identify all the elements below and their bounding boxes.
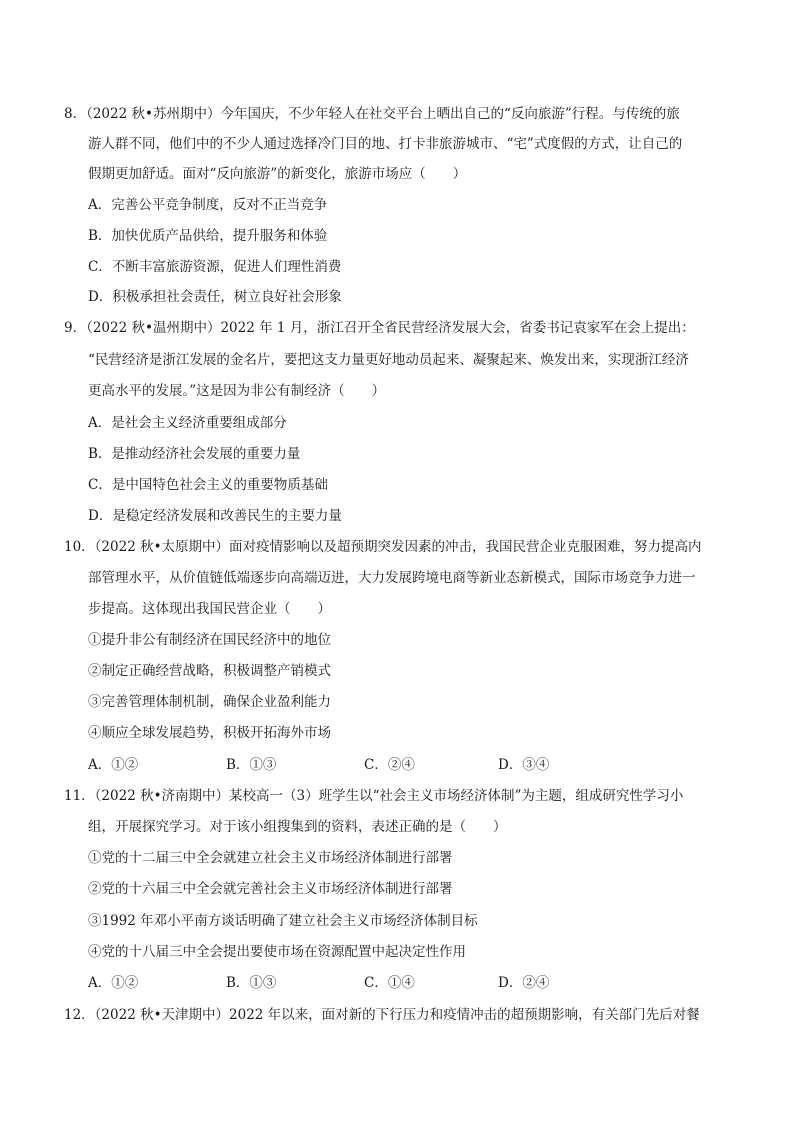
question-11-statement-2: ②党的十六届三中全会就完善社会主义市场经济体制进行部署 bbox=[88, 881, 453, 897]
question-9-stem-line-2: “民营经济是浙江发展的金名片，要把这支力量更好地动员起来、凝聚起来、焕发出来，实现浙江经济 bbox=[88, 352, 689, 368]
question-10-stem-line-1: 10．（2022 秋•太原期中）面对疫情影响以及超预期突发因素的冲击，我国民营企业克服困难，努力提高内 bbox=[64, 539, 702, 555]
question-8-option-b[interactable]: B．加快优质产品供给，提升服务和体验 bbox=[88, 228, 328, 244]
question-8-stem-line-2: 游人群不同，他们中的不少人通过选择冷门目的地、打卡非旅游城市、“宅”式度假的方式，让自己的 bbox=[88, 136, 683, 152]
question-9-option-d[interactable]: D．是稳定经济发展和改善民生的主要力量 bbox=[88, 508, 342, 524]
question-8-option-a[interactable]: A．完善公平竞争制度，反对不正当竞争 bbox=[88, 197, 328, 213]
question-11-stem-line-1: 11．（2022 秋•济南期中）某校高一（3）班学生以“社会主义市场经济体制”为主题，组成研究性学习小 bbox=[64, 788, 684, 804]
question-11-statement-4: ④党的十八届三中全会提出要使市场在资源配置中起决定性作用 bbox=[88, 944, 466, 960]
question-11-choices bbox=[88, 973, 728, 993]
question-9-stem-line-3: 更高水平的发展。”这是因为非公有制经济（ ） bbox=[88, 383, 386, 399]
question-11-statement-3: ③1992 年邓小平南方谈话明确了建立社会主义市场经济体制目标 bbox=[88, 913, 478, 929]
question-8-option-d[interactable]: D．积极承担社会责任，树立良好社会形象 bbox=[88, 289, 342, 305]
question-10-stem-line-2: 部管理水平，从价值链低端逐步向高端迈进，大力发展跨境电商等新业态新模式，国际市场竞争力进一 bbox=[88, 570, 696, 586]
question-10-choice-a[interactable]: A．①② bbox=[88, 757, 139, 773]
question-12-stem-line-1: 12．（2022 秋•天津期中）2022 年以来，面对新的下行压力和疫情冲击的超预期影响，有关部门先后对餐 bbox=[64, 1007, 700, 1023]
question-10-choices bbox=[88, 755, 728, 775]
question-9-stem-line-1: 9．（2022 秋•温州期中）2022 年 1 月，浙江召开全省民营经济发展大会，省委书记袁家军在会上提出： bbox=[64, 320, 695, 336]
question-11-choice-b[interactable]: B．①③ bbox=[226, 975, 277, 991]
question-10-statement-4: ④顺应全球发展趋势，积极开拓海外市场 bbox=[88, 725, 331, 741]
question-9-option-b[interactable]: B．是推动经济社会发展的重要力量 bbox=[88, 446, 301, 462]
question-10-choice-c[interactable]: C．②④ bbox=[364, 757, 415, 773]
question-11-statement-1: ①党的十二届三中全会就建立社会主义市场经济体制进行部署 bbox=[88, 850, 453, 866]
question-9-option-a[interactable]: A．是社会主义经济重要组成部分 bbox=[88, 415, 287, 431]
question-11-choice-c[interactable]: C．①④ bbox=[364, 975, 415, 991]
question-11-choice-a[interactable]: A．①② bbox=[88, 975, 139, 991]
question-8-stem-line-3: 假期更加舒适。面对“反向旅游”的新变化，旅游市场应（ ） bbox=[88, 166, 467, 182]
question-11-choice-d[interactable]: D．②④ bbox=[498, 975, 550, 991]
question-10-statement-2: ②制定正确经营战略，积极调整产销模式 bbox=[88, 663, 331, 679]
question-10-choice-b[interactable]: B．①③ bbox=[226, 757, 277, 773]
question-10-statement-3: ③完善管理体制机制，确保企业盈利能力 bbox=[88, 694, 331, 710]
question-8-stem-line-1: 8．（2022 秋•苏州期中）今年国庆，不少年轻人在社交平台上晒出自己的“反向旅游”行程。与传统的旅 bbox=[64, 106, 680, 122]
question-8-option-c[interactable]: C．不断丰富旅游资源，促进人们理性消费 bbox=[88, 259, 342, 275]
question-10-choice-d[interactable]: D．③④ bbox=[498, 757, 550, 773]
question-10-statement-1: ①提升非公有制经济在国民经济中的地位 bbox=[88, 632, 331, 648]
question-9-option-c[interactable]: C．是中国特色社会主义的重要物质基础 bbox=[88, 477, 328, 493]
question-11-stem-line-2: 组，开展探究学习。对于该小组搜集到的资料，表述正确的是（ ） bbox=[88, 819, 507, 835]
question-10-stem-line-3: 步提高。这体现出我国民营企业（ ） bbox=[88, 601, 331, 617]
